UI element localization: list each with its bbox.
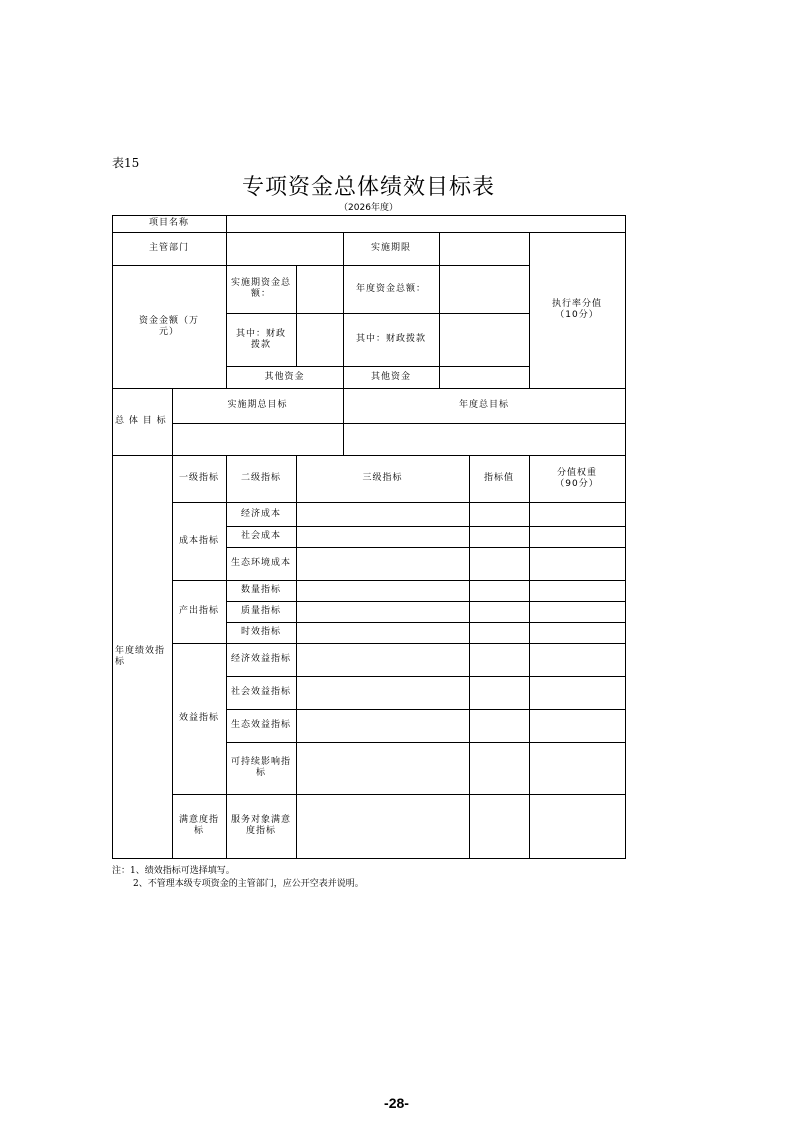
social-cost: 社会成本 [240, 531, 281, 542]
timeliness-indicator: 时效指标 [240, 627, 281, 638]
other-funds-label-right: 其他资金 [370, 371, 411, 382]
service-satisfaction: 服务对象满意度指标 [230, 815, 291, 836]
satisfaction-indicator: 满意度指标 [178, 815, 219, 836]
sustainable-impact: 可持续影响指标 [230, 757, 291, 778]
eco-environment-cost: 生态环境成本 [230, 558, 291, 569]
page-number: -28- [384, 1095, 409, 1111]
quality-indicator: 质量指标 [240, 606, 281, 617]
weight-header: 分值权重（90分） [555, 467, 599, 489]
output-indicator: 产出指标 [178, 606, 219, 617]
level3-header: 三级指标 [362, 473, 403, 484]
level2-header: 二级指标 [240, 473, 281, 484]
annual-performance-label: 年度绩效指标 [115, 645, 166, 667]
table-number: 表15 [112, 156, 140, 170]
social-benefit: 社会效益指标 [230, 687, 291, 698]
period-goal-label: 实施期总目标 [227, 400, 288, 411]
funds-label: 资金金额（万元） [138, 315, 199, 337]
level1-header: 一级指标 [178, 473, 219, 484]
project-name-label: 项目名称 [148, 218, 189, 229]
fiscal-label-right: 其中：财政拨款 [355, 334, 426, 345]
annual-goal-label: 年度总目标 [458, 400, 509, 411]
period-label: 实施期限 [370, 243, 411, 254]
execution-rate-score: 执行率分值（10分） [551, 299, 602, 320]
cost-indicator: 成本指标 [178, 535, 219, 546]
indicator-value-header: 指标值 [483, 473, 514, 484]
overall-goal-label: 总 体 目 标 [115, 416, 167, 427]
note-2: 2、不管理本级专项资金的主管部门，应公开空表并说明。 [133, 879, 364, 889]
department-label: 主管部门 [148, 243, 189, 254]
note-1: 注：1、绩效指标可选择填写。 [112, 866, 235, 876]
page-title: 专项资金总体绩效目标表 [241, 175, 495, 200]
economic-benefit: 经济效益指标 [230, 654, 291, 665]
economic-cost: 经济成本 [240, 508, 281, 519]
ecological-benefit: 生态效益指标 [230, 720, 291, 731]
quantity-indicator: 数量指标 [240, 585, 281, 596]
annual-total-label: 年度资金总额： [355, 283, 426, 294]
other-funds-label-left: 其他资金 [264, 371, 305, 382]
fiscal-label-left: 其中：财政拨款 [235, 328, 286, 350]
fiscal-year: （2026年度） [339, 203, 398, 213]
period-total-label: 实施期资金总额： [230, 278, 291, 299]
benefit-indicator: 效益指标 [178, 713, 219, 724]
